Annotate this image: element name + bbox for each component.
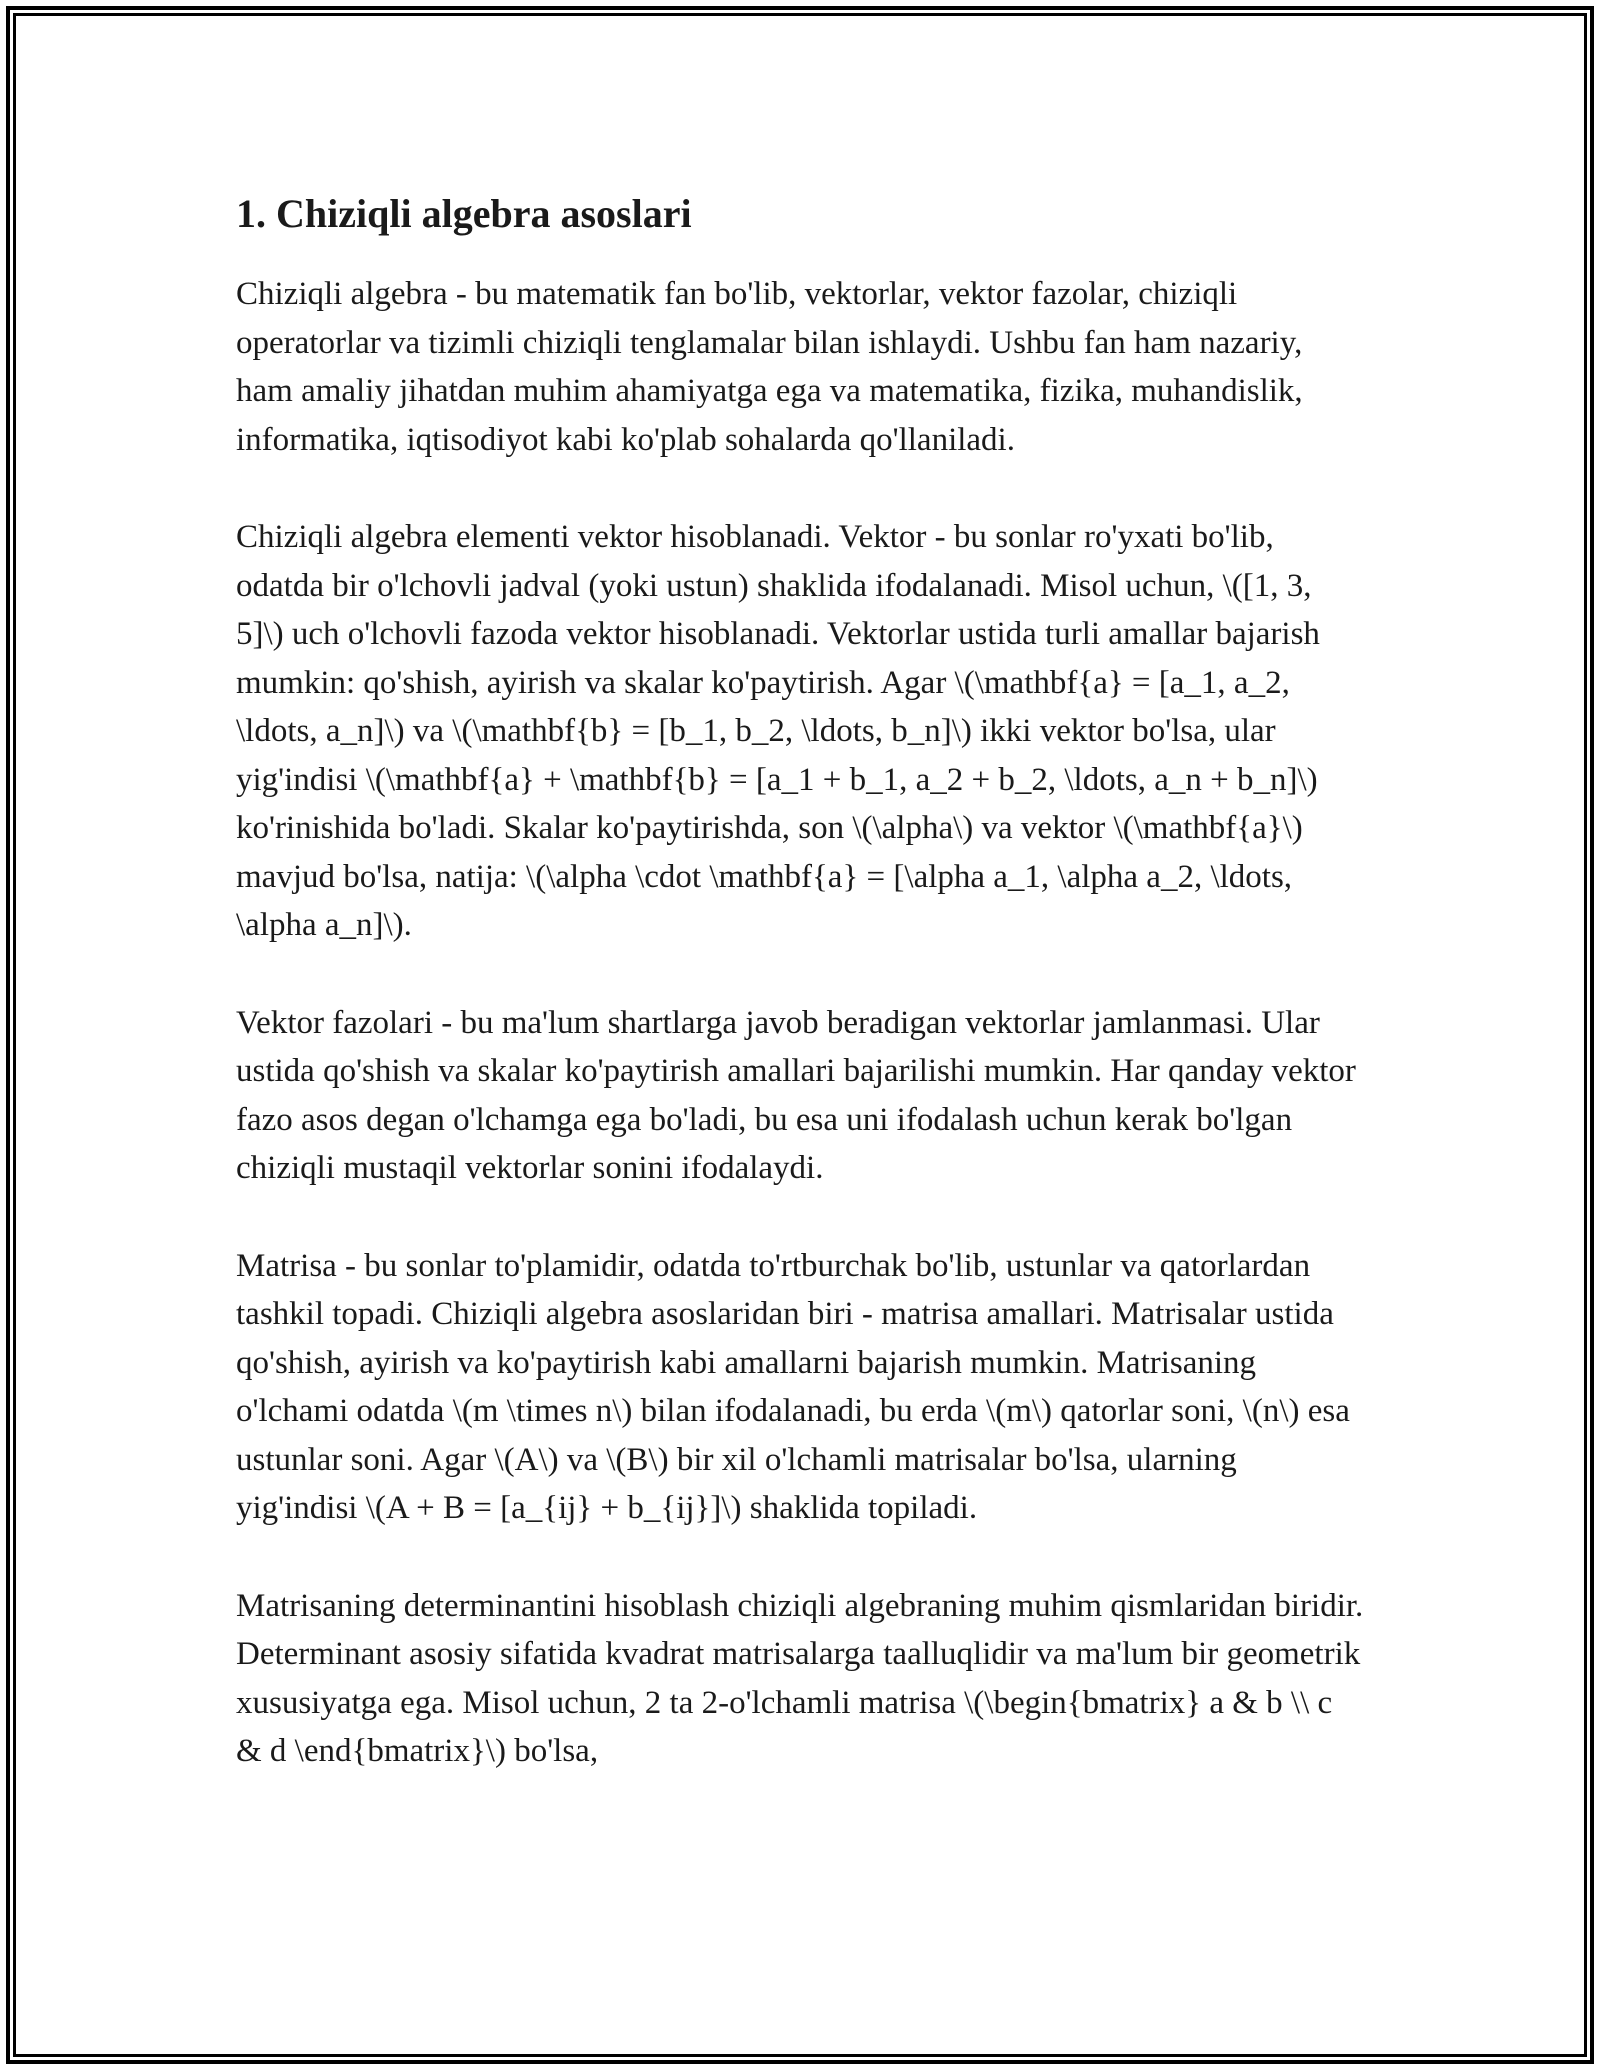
section-heading: 1. Chiziqli algebra asoslari <box>236 191 692 236</box>
paragraph-intro: Chiziqli algebra - bu matematik fan bo'lib, vektorlar, vektor fazolar, chiziqli operatorlar va tizimli chiziqli tenglamalar bilan ishlaydi. Ushbu fan ham nazariy, ham amaliy jihatdan muhim ahamiyatga ega va matematika, fizika, muhandislik, informatika, iqtisodiyot kabi ko'plab sohalarda qo'llaniladi. <box>236 276 1303 458</box>
paragraph-matrices: Matrisa - bu sonlar to'plamidir, odatda to'rtburchak bo'lib, ustunlar va qatorlardan tashkil topadi. Chiziqli algebra asoslaridan biri - matrisa amallari. Matrisalar ustida qo'shish, ayirish va ko'paytirish kabi amallarni bajarish mumkin. Matrisaning o'lchami odatda \(m \times n\) bilan ifodalanadi, bu erda \(m\) qatorlar soni, \(n\) esa ustunlar soni. Agar \(A\) va \(B\) bir xil o'lchamli matrisalar bo'lsa, ularning yig'indisi \(A + B = [a_{ij} + b_{ij}]\) shaklida topiladi. <box>236 1247 1350 1526</box>
paragraph-vectors: Chiziqli algebra elementi vektor hisoblanadi. Vektor - bu sonlar ro'yxati bo'lib, odatda bir o'lchovli jadval (yoki ustun) shaklida ifodalanadi. Misol uchun, \([1, 3, 5]\) uch o'lchovli fazoda vektor hisoblanadi. Vektorlar ustida turli amallar bajarish mumkin: qo'shish, ayirish va skalar ko'paytirish. Agar \(\mathbf{a} = [a_1, a_2, \ldots, a_n]\) va \(\mathbf{b} = [b_1, b_2, \ldots, b_n]\) ikki vektor bo'lsa, ular yig'indisi \(\mathbf{a} + \mathbf{b} = [a_1 + b_1, a_2 + b_2, \ldots, a_n + b_n]\) ko'rinishida bo'ladi. Skalar ko'paytirishda, son \(\alpha\) va vektor \(\mathbf{a}\) mavjud bo'lsa, natija: \(\alpha \cdot \mathbf{a} = [\alpha a_1, \alpha a_2, \ldots, \alpha a_n]\). <box>236 519 1320 943</box>
document-body <box>236 186 1366 1825</box>
paragraph-vector-spaces: Vektor fazolari - bu ma'lum shartlarga javob beradigan vektorlar jamlanmasi. Ular ustida qo'shish va skalar ko'paytirish amallari bajarilishi mumkin. Har qanday vektor fazo asos degan o'lchamga ega bo'ladi, bu esa uni ifodalash uchun kerak bo'lgan chiziqli mustaqil vektorlar sonini ifodalaydi. <box>236 1004 1356 1186</box>
paragraph-determinant: Matrisaning determinantini hisoblash chiziqli algebraning muhim qismlaridan biridir. Determinant asosiy sifatida kvadrat matrisalarga taalluqlidir va ma'lum bir geometrik xususiyatga ega. Misol uchun, 2 ta 2-o'lchamli matrisa \(\begin{bmatrix} a & b \\ c & d \end{bmatrix}\) bo'lsa, <box>236 1587 1364 1769</box>
